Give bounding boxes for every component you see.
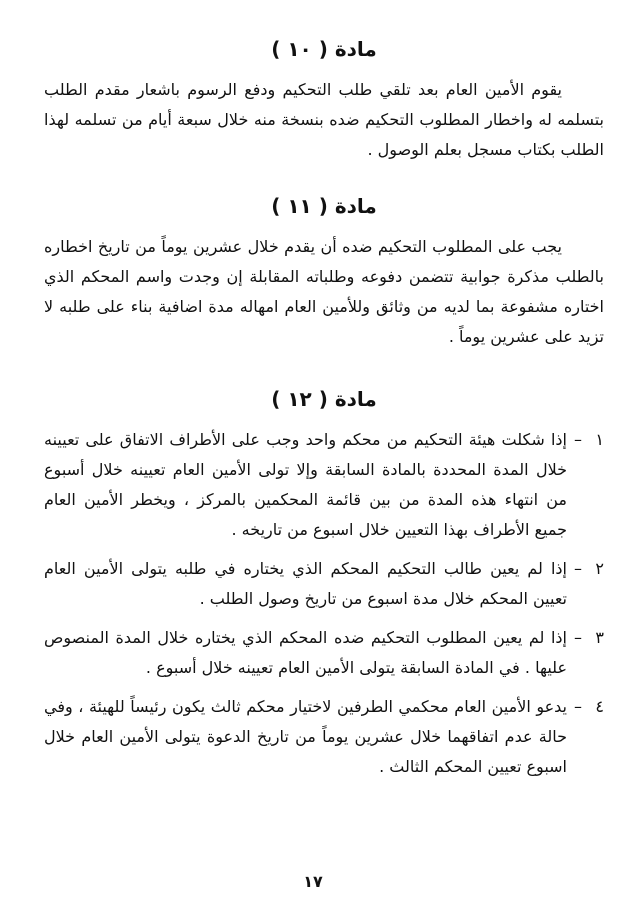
clause-3-dash: – <box>574 628 582 647</box>
article-10-title: مادة ( ١٠ ) <box>271 37 377 61</box>
clause-3 <box>44 623 604 683</box>
clause-4-number: ٤ <box>595 697 604 716</box>
clause-2-dash: – <box>574 559 582 578</box>
clause-1-number: ١ <box>595 430 604 449</box>
clause-3-text: إذا لم يعين المطلوب التحكيم ضده المحكم الذي يختاره خلال المدة المنصوص عليها . في المادة السابقة يتولى الأمين العام تعيينه خلال أسبوع . <box>44 628 567 677</box>
clause-4-dash: – <box>574 697 582 716</box>
clause-3-marker <box>574 623 604 653</box>
clause-2-marker <box>574 554 604 584</box>
clause-4-text: يدعو الأمين العام محكمي الطرفين لاختيار محكم ثالث يكون رئيساً للهيئة ، وفي حالة عدم اتفاقهما خلال عشرين يوماً من تاريخ الدعوة يتولى الأمين العام خلال اسبوع تعيين المحكم الثالث . <box>44 697 567 776</box>
article-10-section <box>44 36 604 165</box>
page-number: ١٧ <box>303 872 323 891</box>
clause-2-number: ٢ <box>595 559 604 578</box>
clause-2-text: إذا لم يعين طالب التحكيم المحكم الذي يختاره في طلبه يتولى الأمين العام تعيين المحكم خلال مدة اسبوع من تاريخ وصول الطلب . <box>44 559 567 608</box>
article-11-section <box>44 193 604 352</box>
article-10-body: يقوم الأمين العام بعد تلقي طلب التحكيم ودفع الرسوم باشعار مقدم الطلب بتسلمه له واخطار المطلوب التحكيم ضده بنسخة منه خلال سبعة أيام من تسلمه لهذا الطلب بكتاب مسجل بعلم الوصول . <box>44 80 604 159</box>
clause-1-dash: – <box>574 430 582 449</box>
clause-1-marker <box>574 425 604 455</box>
clause-1-text: إذا شكلت هيئة التحكيم من محكم واحد وجب على الأطراف الاتفاق على تعيينه خلال المدة المحددة بالمادة السابقة وإلا تولى الأمين العام تعيينه خلال أسبوع من انتهاء هذه المدة من بين قائمة المحكمين بالمركز ، ويخطر الأمين العام جميع الأطراف بهذا التعيين خلال اسبوع من تاريخه . <box>44 430 567 539</box>
article-11-body: يجب على المطلوب التحكيم ضده أن يقدم خلال عشرين يوماً من تاريخ اخطاره بالطلب مذكرة جوابية تتضمن دفوعه وطلباته المقابلة إن وجدت واسم المحكم الذي اختاره مشفوعة بما لديه من وثائق وللأمين العام امهاله مدة اضافية بناء على طلبه لا تزيد على عشرين يوماً . <box>44 237 604 346</box>
article-12-clause-list <box>44 425 604 782</box>
clause-4-marker <box>574 692 604 722</box>
article-12-section <box>44 386 604 782</box>
clause-2 <box>44 554 604 614</box>
article-11-title: مادة ( ١١ ) <box>271 194 377 218</box>
article-12-title: مادة ( ١٢ ) <box>271 387 377 411</box>
clause-3-number: ٣ <box>595 628 604 647</box>
clause-4 <box>44 692 604 782</box>
clause-1 <box>44 425 604 545</box>
